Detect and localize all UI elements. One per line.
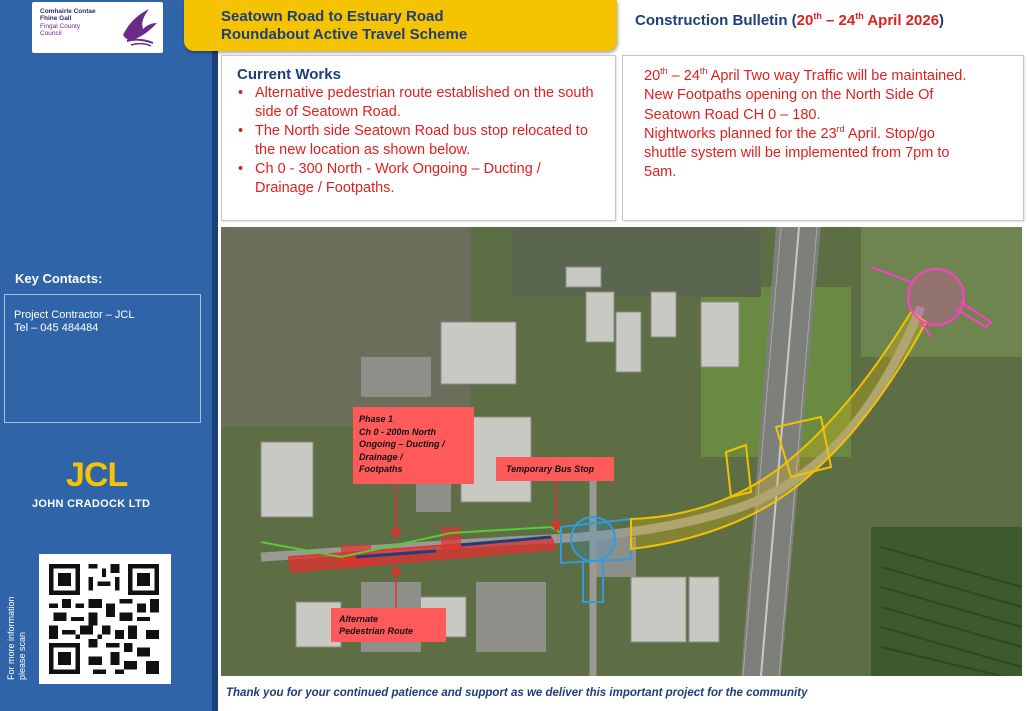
bulletin-line-1	[644, 67, 1013, 86]
council-logo	[32, 2, 163, 53]
site-map[interactable]	[221, 227, 1022, 676]
qr-label	[6, 570, 28, 680]
bulletin-line-1-sup-2: th	[699, 66, 708, 76]
bulletin-line-4-b: April. Stop/go	[844, 125, 935, 142]
council-line-2: Fhine Gall	[40, 15, 72, 23]
phase-callout-line-2: Ch 0 - 200m North	[359, 426, 437, 437]
bulletin-sup-1: th	[813, 11, 822, 21]
bulletin-line-2: New Footpaths opening on the North Side Of	[644, 87, 934, 104]
works-item-pedestrian: • Alternative pedestrian route established on the south side of Seatown Road.	[237, 84, 603, 122]
title-line-2: Roundabout Active Travel Scheme	[221, 26, 468, 43]
phase-callout-line-5: Footpaths	[359, 464, 403, 474]
footer-thank-you: Thank you for your continued patience and support as we deliver this important project for the community	[226, 687, 808, 699]
works-item-bus-stop: • The North side Seatown Road bus stop relocated to the new location as shown below.	[237, 122, 603, 160]
council-line-4: Council	[40, 29, 62, 37]
sidebar-edge	[212, 0, 218, 711]
qr-label-line-2: please scan	[17, 631, 27, 680]
phase-1-callout	[353, 407, 474, 484]
bulletin-title	[635, 12, 944, 29]
council-line-1: Comhairle Contae	[40, 8, 96, 15]
alternate-pedestrian-route-callout	[331, 608, 446, 642]
phase-callout-line-3: Ongoing – Ducting /	[359, 439, 445, 449]
phase-callout-line-1: Phase 1	[359, 414, 394, 424]
works-item-ducting: • Ch 0 - 300 North - Work Ongoing – Ducting / Drainage / Footpaths.	[237, 160, 603, 198]
contact-phone[interactable]: Tel – 045 484484	[14, 322, 99, 334]
bulletin-line-1-b: – 24	[667, 68, 700, 84]
bulletin-prefix: Construction Bulletin (	[635, 12, 797, 29]
qr-code-icon	[49, 564, 159, 674]
bulletin-dash: – 24	[821, 12, 856, 29]
jcl-logo-text: JCL	[66, 457, 128, 489]
bulletin-month: April 2026	[863, 12, 940, 29]
bulletin-day-1: 20	[796, 12, 814, 29]
map-housing-area	[221, 227, 471, 427]
phase-callout-line-4: Drainage /	[359, 451, 403, 462]
bulletin-line-4	[644, 125, 1013, 144]
bulletin-line-5: shuttle system will be implemented from 7pm to	[644, 145, 950, 162]
bulletin-line-3: Seatown Road CH 0 – 180.	[644, 106, 821, 123]
current-works-panel	[221, 55, 616, 221]
council-logo-text	[40, 8, 96, 37]
qr-label-line-1: For more information	[6, 596, 16, 680]
scheme-title	[184, 0, 617, 51]
current-works-heading: Current Works	[237, 66, 341, 83]
bulletin-line-4-sup: rd	[836, 123, 845, 134]
current-works-list	[237, 84, 603, 198]
bulletin-line-1-c: April Two way Traffic will be maintained.	[707, 68, 967, 84]
bulletin-suffix: )	[939, 12, 945, 29]
jcl-company-name: JOHN CRADOCK LTD	[32, 498, 151, 510]
bulletin-line-6: 5am.	[644, 164, 677, 181]
contact-contractor: Project Contractor – JCL	[14, 309, 135, 321]
bulletin-dates	[797, 12, 939, 29]
council-line-3: Fingal County	[40, 22, 81, 30]
key-contacts-box	[4, 294, 201, 423]
temporary-bus-stop-callout: Temporary Bus Stop	[496, 457, 614, 481]
bulletin-text	[644, 67, 1013, 183]
bulletin-line-1-sup-1: th	[660, 66, 668, 76]
pedestrian-callout-line-2: Pedestrian Route	[339, 626, 414, 636]
key-contacts-heading: Key Contacts:	[15, 271, 103, 286]
map-housing-north	[511, 227, 761, 297]
bulletin-sup-2: th	[855, 11, 864, 21]
bulletin-panel	[622, 55, 1024, 221]
qr-code[interactable]	[39, 554, 171, 684]
pedestrian-callout-line-1: Alternate	[339, 614, 379, 624]
sidebar	[0, 0, 212, 711]
title-line-1: Seatown Road to Estuary Road	[221, 8, 444, 25]
bulletin-line-4-a: Nightworks planned for the 23	[644, 125, 837, 142]
jcl-logo	[66, 457, 130, 489]
bird-icon	[117, 5, 159, 49]
bulletin-line-1-a: 20	[644, 68, 661, 84]
